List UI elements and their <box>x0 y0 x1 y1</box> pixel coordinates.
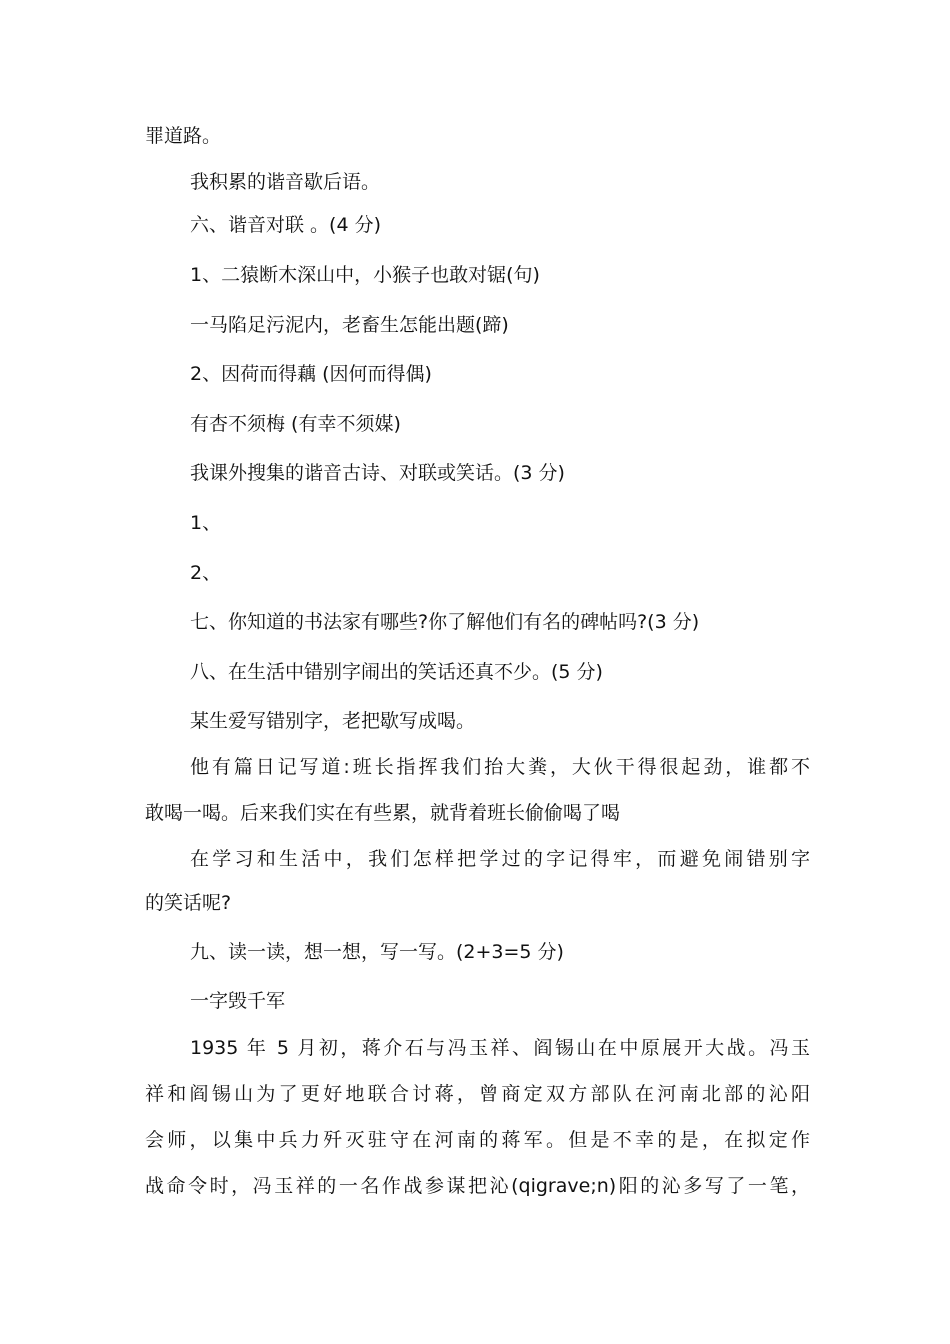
answer-blank-2: 2、 <box>190 562 222 584</box>
question-line-1: 在学习和生活中，我们怎样把学过的字记得牢，而避免闹错别字 <box>190 848 810 870</box>
reading-line-2: 祥和阎锡山为了更好地联合讨蒋，曾商定双方部队在河南北部的沁阳 <box>145 1083 810 1105</box>
couplet-2-upper: 2、因荷而得藕 (因何而得偶) <box>190 363 432 385</box>
answer-blank-1: 1、 <box>190 512 222 534</box>
section-heading-9: 九、读一读，想一想，写一写。(2+3=5 分) <box>190 941 564 963</box>
story-line-1: 某生爱写错别字，老把歇写成喝。 <box>190 710 476 732</box>
reading-line-4: 战命令时，冯玉祥的一名作战参谋把沁(qigrave;n)阳的沁多写了一笔， <box>145 1175 810 1197</box>
couplet-1-lower: 一马陷足污泥内，老畜生怎能出题(蹄) <box>190 314 509 336</box>
reading-title: 一字毁千军 <box>190 990 286 1012</box>
story-line-2: 他有篇日记写道:班长指挥我们抬大粪，大伙干得很起劲，谁都不 <box>190 756 810 778</box>
section-heading-7: 七、你知道的书法家有哪些?你了解他们有名的碑帖吗?(3 分) <box>190 611 700 633</box>
text-line-1: 罪道路。 <box>145 125 222 147</box>
section-heading-8: 八、在生活中错别字闹出的笑话还真不少。(5 分) <box>190 661 603 683</box>
reading-line-3: 会师，以集中兵力歼灭驻守在河南的蒋军。但是不幸的是，在拟定作 <box>145 1129 810 1151</box>
story-line-3: 敢喝一喝。后来我们实在有些累，就背着班长偷偷喝了喝 <box>145 802 621 824</box>
text-line-2: 我积累的谐音歇后语。 <box>190 171 381 193</box>
couplet-2-lower: 有杏不须梅 (有幸不须媒) <box>190 413 401 435</box>
collection-prompt: 我课外搜集的谐音古诗、对联或笑话。(3 分) <box>190 462 565 484</box>
reading-line-1: 1935 年 5 月初，蒋介石与冯玉祥、阎锡山在中原展开大战。冯玉 <box>190 1037 810 1059</box>
question-line-2: 的笑话呢? <box>145 892 232 914</box>
section-heading-6: 六、谐音对联 。(4 分) <box>190 214 381 236</box>
couplet-1-upper: 1、二猿断木深山中，小猴子也敢对锯(句) <box>190 264 540 286</box>
